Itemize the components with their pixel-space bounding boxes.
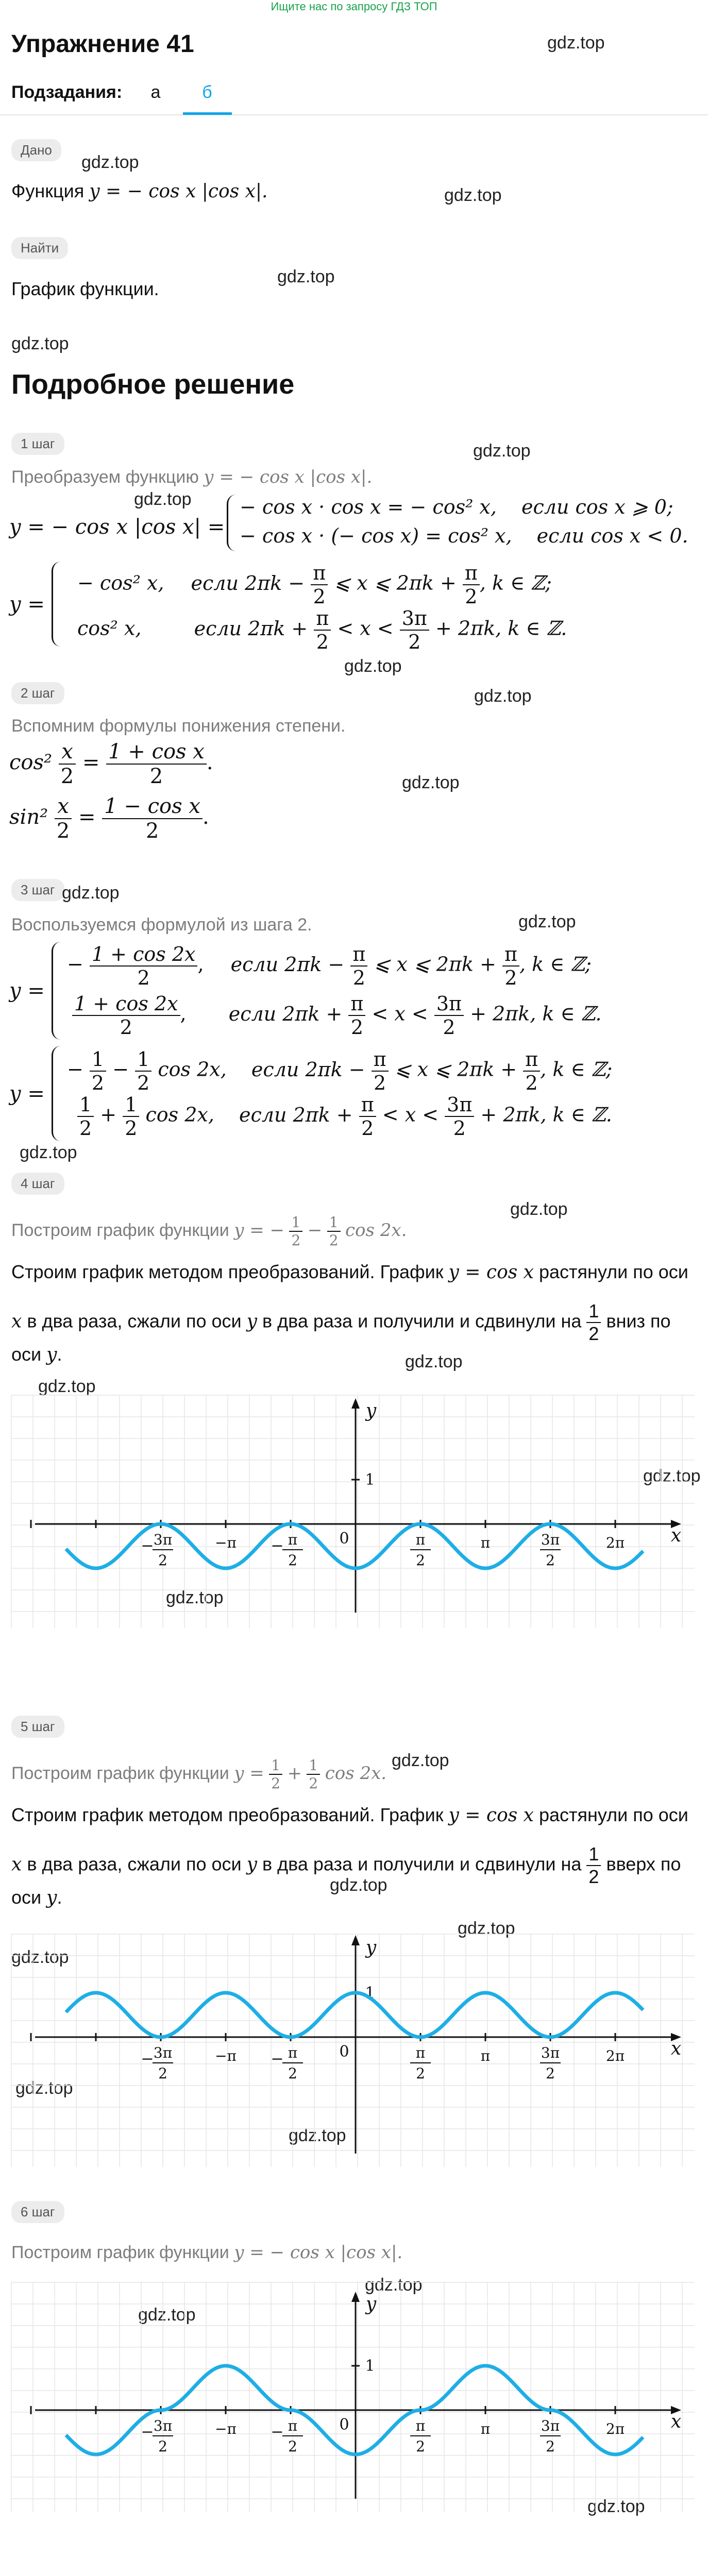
watermark: gdz.top xyxy=(547,33,605,53)
grid xyxy=(11,2282,695,2512)
cond-b: < x < xyxy=(372,1002,428,1025)
x-tick-label: −π xyxy=(215,2047,237,2064)
step1-intro-formula: y = − cos x |cos x|. xyxy=(204,467,373,487)
active-tab-indicator xyxy=(183,112,232,115)
watermark: gdz.top xyxy=(277,267,335,286)
y-axis-arrow xyxy=(351,1935,360,1945)
sys2-cond-b: < x < xyxy=(337,617,394,640)
watermark: gdz.top xyxy=(134,489,192,509)
y-axis-label: y xyxy=(365,2294,377,2315)
step1-sys-y xyxy=(9,592,45,616)
sys2-text: cos² x, xyxy=(77,617,142,640)
brace xyxy=(227,495,239,551)
f2-lhs: sin² xyxy=(9,805,48,829)
solution-heading: Подробное решение xyxy=(11,369,295,400)
watermark: gdz.top xyxy=(458,1919,515,1938)
given-pill: Дано xyxy=(11,139,61,161)
s4-a: Строим график методом преобразований. График xyxy=(11,1261,444,1282)
x-tick-label: −π xyxy=(215,1534,237,1551)
x-tick-label: 2π xyxy=(605,2047,625,2064)
watermark: gdz.top xyxy=(587,2497,645,2516)
den: 2 xyxy=(525,1072,538,1094)
den: 2 xyxy=(313,585,326,608)
s4-b3: вниз по xyxy=(606,1310,671,1332)
step4-graph xyxy=(9,1386,699,1643)
f1-num: 1 + cos x xyxy=(106,740,207,765)
cond-b: < x < xyxy=(382,1103,439,1126)
x-tick-den: 2 xyxy=(416,2438,425,2455)
step6-intro-formula: y = − cos x |cos x|. xyxy=(234,2242,403,2263)
den: 2 xyxy=(120,1016,132,1039)
watermark: gdz.top xyxy=(518,912,576,931)
origin-label: 0 xyxy=(339,2416,349,2434)
x-tick-label: 3π xyxy=(153,1531,173,1548)
x-tick-den: 2 xyxy=(416,2065,425,2082)
den: 2 xyxy=(361,1117,374,1140)
step3-pill: 3 шаг xyxy=(11,879,64,901)
watermark: gdz.top xyxy=(138,2305,196,2325)
cond-a: если 2πk − xyxy=(251,1058,365,1081)
step2-formula1: cos² $\frac{x}{2}$ = $\frac{\text{1 + cos x}}{2}$ . xyxy=(9,740,213,788)
den: 2 xyxy=(352,967,365,989)
den: 2 xyxy=(291,1232,301,1249)
sys-y: y = xyxy=(9,592,45,616)
step5-text-a xyxy=(11,1804,688,1826)
cond-a: если 2πk + xyxy=(228,1002,343,1025)
den: 2 xyxy=(309,1775,318,1792)
function-curve xyxy=(66,1993,643,2037)
s4-b: в два раза, сжали по оси xyxy=(27,1310,242,1332)
step3-sys-b-y xyxy=(9,1082,45,1106)
x-tick-den: 2 xyxy=(546,2438,555,2455)
watermark: gdz.top xyxy=(474,686,532,706)
step5-pill: 5 шаг xyxy=(11,1716,64,1738)
watermark: gdz.top xyxy=(473,441,531,461)
sys2-cond-c: + 2πk, k ∈ ℤ. xyxy=(435,617,567,640)
x-axis-label: x xyxy=(670,2411,682,2432)
x-tick-label: 2π xyxy=(605,2420,625,2437)
cond-c: + 2πk, k ∈ ℤ. xyxy=(480,1103,612,1126)
s4-a-tail: растянули по оси xyxy=(538,1261,688,1282)
x-tick-minus: − xyxy=(271,2050,284,2068)
s5-a: Строим график методом преобразований. График xyxy=(11,1804,444,1825)
step1-case1-text: − cos x · cos x = − cos² x, xyxy=(240,496,497,518)
step2-intro: Вспомним формулы понижения степени. xyxy=(11,716,346,736)
den: 2 xyxy=(56,819,70,843)
brace xyxy=(52,942,63,1040)
step1-sys2: cos² x, если 2πk + $\frac{\pi}{2}$ < x < $\frac{3\pi}{2}$ + 2πk, k ∈ ℤ. xyxy=(77,607,567,653)
tabs-divider xyxy=(0,114,708,115)
step1-pill: 1 шаг xyxy=(11,433,64,455)
sys1-cond-b: ⩽ x ⩽ 2πk + xyxy=(334,571,457,595)
cond-b: ⩽ x ⩽ 2πk + xyxy=(374,953,496,976)
watermark: gdz.top xyxy=(444,185,502,205)
step3-sys-a1: − $\frac{1 + \cos 2x}{2}$ , если 2πk − $\frac{\pi}{2}$ ⩽ x ⩽ 2πk + $\frac{\pi}{2}$ , k ∈ ℤ; xyxy=(67,943,592,989)
step6-graph xyxy=(9,2272,699,2519)
y-axis-label: y xyxy=(365,1937,377,1958)
step4-pill: 4 шаг xyxy=(11,1173,64,1195)
x-tick-label: 3π xyxy=(541,2417,560,2434)
watermark: gdz.top xyxy=(11,334,69,353)
sys-y: y = xyxy=(9,979,45,1003)
x-tick-label: π xyxy=(288,2417,298,2434)
watermark: gdz.top xyxy=(166,1588,224,1607)
step5-intro-text: Построим график функции xyxy=(11,1763,229,1783)
brace xyxy=(52,1046,63,1141)
watermark: gdz.top xyxy=(510,1199,568,1219)
given-text xyxy=(11,180,268,202)
b1-tail: cos 2x, xyxy=(158,1058,227,1081)
x-tick-label: π xyxy=(480,2047,491,2064)
x-tick-minus: − xyxy=(271,2423,284,2441)
step2-formula2: sin² $\frac{x}{2}$ = $\frac{\text{1 − cos x}}{2}$ . xyxy=(9,794,209,843)
given-formula: y = − cos x |cos x|. xyxy=(89,181,268,202)
step3-sys-a-y xyxy=(9,979,45,1003)
watermark: gdz.top xyxy=(392,1751,449,1770)
y-axis-label: y xyxy=(365,1400,377,1421)
brace xyxy=(52,562,63,647)
origin-label: 0 xyxy=(339,2043,349,2061)
s4-a-formula: y = cos x xyxy=(448,1262,534,1283)
s5-a-formula: y = cos x xyxy=(448,1805,534,1826)
s5-a-tail: растянули по оси xyxy=(538,1804,688,1825)
step5-text-c: оси y. xyxy=(11,1887,62,1908)
step4-text-b: x в два раза, сжали по оси y в два раза и получили и сдвинули на $\frac{1}{2}$ вниз по xyxy=(11,1300,671,1344)
den: 2 xyxy=(91,1072,105,1094)
watermark: gdz.top xyxy=(365,2275,423,2295)
den: 2 xyxy=(271,1775,281,1792)
x-axis-label: x xyxy=(670,1525,682,1546)
step1-case1-cond: если cos x ⩾ 0; xyxy=(521,496,673,518)
watermark: gdz.top xyxy=(405,1352,463,1371)
step4-intro: Построим график функции y = − $\frac{1}{2}$ − $\frac{1}{2}$ cos 2x. xyxy=(11,1214,407,1249)
x-axis-label: x xyxy=(670,2038,682,2059)
x-tick-label: π xyxy=(288,1531,298,1548)
step1-intro xyxy=(11,467,372,487)
step1-case2 xyxy=(240,524,688,547)
f2-num: 1 − cos x xyxy=(102,794,203,819)
step2-pill: 2 шаг xyxy=(11,682,64,704)
den: 2 xyxy=(137,967,150,989)
watermark: gdz.top xyxy=(20,1143,77,1162)
den: 2 xyxy=(588,1866,599,1887)
step6-intro-text: Построим график функции xyxy=(11,2243,229,2262)
cond-b: ⩽ x ⩽ 2πk + xyxy=(394,1058,517,1081)
step5-graph xyxy=(9,1927,699,2174)
s5-b: в два раза, сжали по оси xyxy=(27,1853,242,1875)
a-num2: 1 + cos 2x xyxy=(72,992,180,1016)
x-tick-label: π xyxy=(480,1534,491,1551)
step1-case2-text: − cos x · (− cos x) = cos² x, xyxy=(240,524,512,547)
x-tick-minus: − xyxy=(141,2423,154,2441)
x-tick-label: π xyxy=(415,2044,426,2061)
s5-b3: вверх по xyxy=(606,1853,681,1875)
y-axis-arrow xyxy=(351,1398,360,1409)
den: 2 xyxy=(588,1323,599,1344)
given-label: Функция xyxy=(11,180,85,201)
x-tick-label: 3π xyxy=(541,2044,560,2061)
den: 2 xyxy=(60,765,74,788)
y-axis-arrow xyxy=(351,2292,360,2302)
den: 2 xyxy=(149,765,163,788)
y-tick-label-1: 1 xyxy=(365,1471,375,1489)
x-tick-label: π xyxy=(480,2420,491,2437)
page-title: Упражнение 41 xyxy=(11,30,194,58)
step5-text-b: x в два раза, сжали по оси y в два раза и получили и сдвинули на $\frac{1}{2}$ вверх по xyxy=(11,1843,681,1887)
x-tick-den: 2 xyxy=(158,2065,167,2082)
watermark: gdz.top xyxy=(643,1466,701,1486)
x-tick-label: 3π xyxy=(541,1531,560,1548)
cond-a: если 2πk − xyxy=(230,953,345,976)
find-pill: Найти xyxy=(11,237,68,259)
sys1-text: − cos² x, xyxy=(77,571,164,595)
s4-c: оси xyxy=(11,1344,42,1365)
den: 2 xyxy=(145,819,159,843)
cond-c: , k ∈ ℤ; xyxy=(540,1058,613,1081)
grid xyxy=(11,1395,695,1628)
s4-b2: в два раза и получили и сдвинули на xyxy=(262,1310,582,1332)
den: 2 xyxy=(79,1117,92,1140)
x-tick-den: 2 xyxy=(288,2065,297,2082)
den: 2 xyxy=(137,1072,150,1094)
sys1-cond-c: , k ∈ ℤ; xyxy=(479,571,552,595)
tab-a[interactable]: а xyxy=(150,82,161,102)
den: 2 xyxy=(329,1232,339,1249)
x-tick-label: 3π xyxy=(153,2417,173,2434)
tab-b[interactable]: б xyxy=(202,82,212,102)
step1-sys1: − cos² x, если 2πk − $\frac{\pi}{2}$ ⩽ x ⩽ 2πk + $\frac{\pi}{2}$ , k ∈ ℤ; xyxy=(77,562,552,608)
step6-pill: 6 шаг xyxy=(11,2201,64,2223)
top-note: Ищите нас по запросу ГДЗ ТОП xyxy=(271,0,437,13)
watermark: gdz.top xyxy=(402,773,460,792)
step4-text-a xyxy=(11,1261,688,1283)
x-tick-den: 2 xyxy=(416,1552,425,1569)
x-tick-den: 2 xyxy=(288,1552,297,1569)
sys-y: y = xyxy=(9,1082,45,1106)
x-tick-minus: − xyxy=(271,1537,284,1555)
x-tick-den: 2 xyxy=(158,2438,167,2455)
sys2-cond-a: если 2πk + xyxy=(194,617,308,640)
cond-c: , k ∈ ℤ; xyxy=(519,953,592,976)
step6-intro xyxy=(11,2242,402,2263)
y-tick-label-1: 1 xyxy=(365,2357,375,2375)
x-tick-den: 2 xyxy=(158,1552,167,1569)
step4-text-c: оси y. xyxy=(11,1344,62,1365)
step3-intro: Воспользуемся формулой из шага 2. xyxy=(11,915,312,935)
den: 2 xyxy=(374,1072,386,1094)
x-tick-label: 3π xyxy=(153,2044,173,2061)
step1-lhs-text: y = − cos x |cos x| = xyxy=(9,515,225,539)
b2-tail: cos 2x, xyxy=(145,1103,214,1126)
watermark: gdz.top xyxy=(38,1377,96,1396)
step1-lhs xyxy=(9,515,225,539)
cond-c: + 2πk, k ∈ ℤ. xyxy=(470,1002,602,1025)
grid xyxy=(11,1934,695,2167)
step3-sys-b1: − $\frac{1}{2}$ − $\frac{1}{2}$ cos 2x, если 2πk − $\frac{\pi}{2}$ ⩽ x ⩽ 2πk + $\frac{\pi}{2}$ , k ∈ ℤ; xyxy=(67,1048,613,1094)
sys1-cond-a: если 2πk − xyxy=(191,571,305,595)
den: 2 xyxy=(350,1016,363,1039)
subtasks-label: Подзадания: xyxy=(11,82,123,102)
x-tick-label: −π xyxy=(215,2420,237,2437)
den: 2 xyxy=(465,585,478,608)
den: 2 xyxy=(443,1016,456,1039)
x-tick-label: π xyxy=(415,2417,426,2434)
den: 2 xyxy=(408,631,421,653)
step3-sys-b2: $\frac{1}{2}$ + $\frac{1}{2}$ cos 2x, если 2πk + $\frac{\pi}{2}$ < x < $\frac{3\pi}{2}$ + 2πk, k ∈ ℤ. xyxy=(77,1093,612,1140)
x-tick-den: 2 xyxy=(288,2438,297,2455)
x-tick-label: 2π xyxy=(605,1534,625,1551)
s5-b2: в два раза и получили и сдвинули на xyxy=(262,1853,582,1875)
watermark: gdz.top xyxy=(289,2126,346,2145)
x-tick-minus: − xyxy=(141,2050,154,2068)
step1-case1 xyxy=(240,496,673,518)
step5-intro: Построим график функции y = $\frac{1}{2}$ + $\frac{1}{2}$ cos 2x. xyxy=(11,1757,387,1792)
origin-label: 0 xyxy=(339,1530,349,1548)
den: 2 xyxy=(125,1117,138,1140)
den: 2 xyxy=(504,967,517,989)
watermark: gdz.top xyxy=(62,883,120,903)
watermark: gdz.top xyxy=(330,1875,387,1895)
watermark: gdz.top xyxy=(344,656,402,676)
x-tick-label: π xyxy=(288,2044,298,2061)
x-tick-minus: − xyxy=(141,1537,154,1555)
step4-intro-formula: y = − xyxy=(234,1219,285,1241)
den: 2 xyxy=(453,1117,466,1140)
a-num1: 1 + cos 2x xyxy=(90,943,198,967)
y-tick-label-1: 1 xyxy=(365,1984,375,2002)
cond-a: если 2πk + xyxy=(239,1103,353,1126)
step1-intro-text: Преобразуем функцию xyxy=(11,467,199,487)
s5-c: оси xyxy=(11,1887,42,1908)
x-tick-label: π xyxy=(415,1531,426,1548)
x-tick-den: 2 xyxy=(546,2065,555,2082)
watermark: gdz.top xyxy=(15,2078,73,2098)
f1-lhs: cos² xyxy=(9,751,53,774)
step1-case2-cond: если cos x < 0. xyxy=(536,524,688,547)
watermark: gdz.top xyxy=(81,152,139,172)
find-text: График функции. xyxy=(11,278,159,299)
den: 2 xyxy=(316,631,329,653)
x-tick-den: 2 xyxy=(546,1552,555,1569)
step4-intro-text: Построим график функции xyxy=(11,1220,229,1240)
watermark: gdz.top xyxy=(11,1947,69,1967)
step3-sys-a2: $\frac{1 + \cos 2x}{2}$ , если 2πk + $\frac{\pi}{2}$ < x < $\frac{3\pi}{2}$ + 2πk, k ∈ ℤ. xyxy=(72,992,602,1039)
